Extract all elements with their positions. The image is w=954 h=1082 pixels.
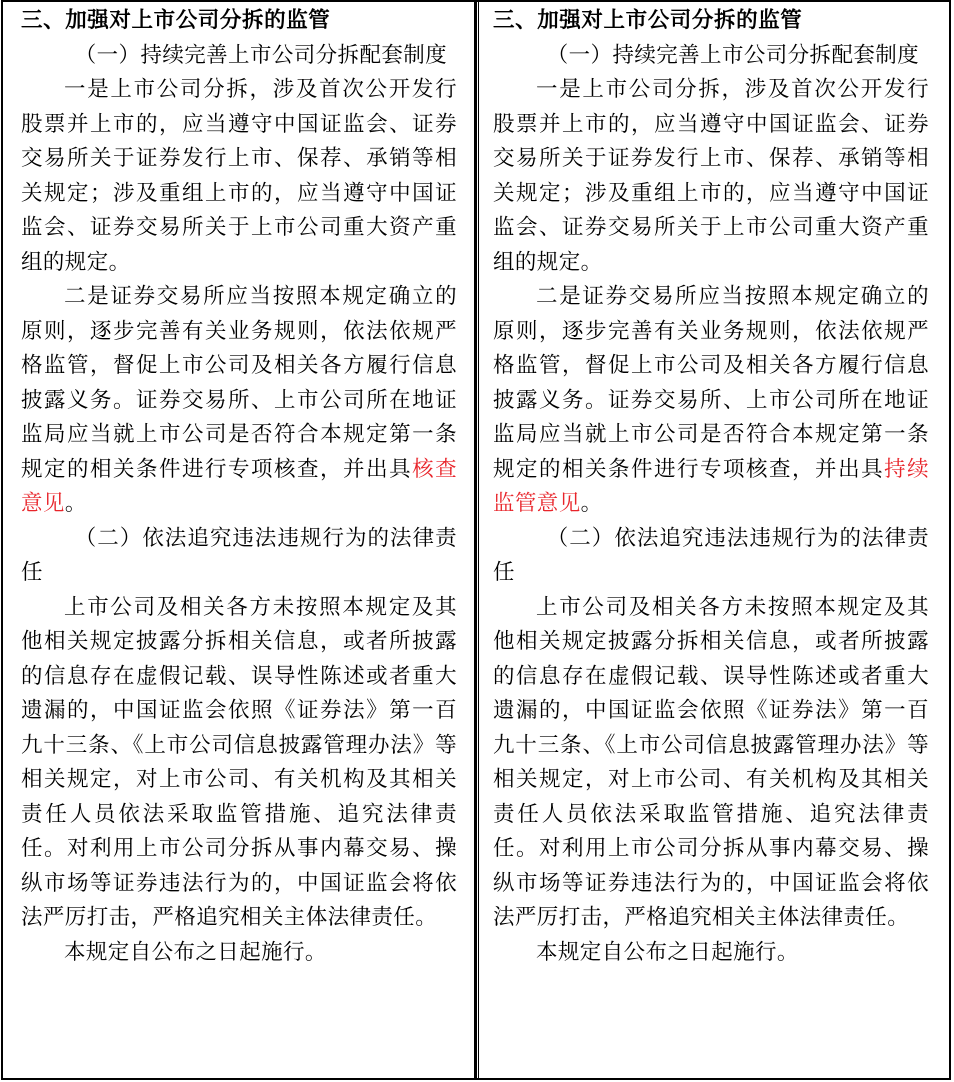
paragraph-3: 上市公司及相关各方未按照本规定及其他相关规定披露分拆相关信息，或者所披露的信息存在虚假记载、误导性陈述或者重大遗漏的，中国证监会依照《证券法》第一百九十三条、《上市公司信息披露管理办法》等相关规定，对上市公司、有关机构及其相关责任人员依法采取监管措施、追究法律责任。对利用上市公司分拆从事内幕交易、操纵市场等证券违法行为的，中国证监会将依法严厉打击，严格追究相关主体法律责任。 [21, 594, 457, 930]
paragraph-4: 本规定自公布之日起施行。 [64, 939, 327, 965]
original-text-column [3, 2, 475, 1078]
changed-text-highlight: 持续监管意见 [493, 456, 929, 516]
section-heading: 三、加强对上市公司分拆的监管 [21, 8, 331, 33]
revised-text-content [493, 2, 929, 970]
paragraph-1: 一是上市公司分拆，涉及首次公开发行股票并上市的，应当遵守中国证监会、证券交易所关于证券发行上市、保荐、承销等相关规定；涉及重组上市的，应当遵守中国证监会、证券交易所关于上市公司重大资产重组的规定。 [493, 77, 929, 275]
revised-text-column [478, 2, 949, 1078]
subsection-heading-1: （一）持续完善上市公司分拆配套制度 [74, 42, 448, 68]
subsection-heading-2: （二）依法追究违法违规行为的法律责任 [493, 525, 929, 585]
paragraph-1: 一是上市公司分拆，涉及首次公开发行股票并上市的，应当遵守中国证监会、证券交易所关于证券发行上市、保荐、承销等相关规定；涉及重组上市的，应当遵守中国证监会、证券交易所关于上市公司重大资产重组的规定。 [21, 77, 457, 275]
comparison-table [1, 0, 951, 1080]
subsection-heading-2: （二）依法追究违法违规行为的法律责任 [21, 525, 457, 585]
paragraph-2-end: 。 [64, 491, 87, 516]
paragraph-2 [493, 280, 929, 522]
paragraph-2-text: 二是证券交易所应当按照本规定确立的原则，逐步完善有关业务规则，依法依规严格监管，督促上市公司及相关各方履行信息披露义务。证券交易所、上市公司所在地证监局应当就上市公司是否符合本规定第一条规定的相关条件进行专项核查，并出具 [21, 284, 457, 482]
changed-text-highlight: 核查意见 [21, 456, 457, 516]
paragraph-3: 上市公司及相关各方未按照本规定及其他相关规定披露分拆相关信息，或者所披露的信息存在虚假记载、误导性陈述或者重大遗漏的，中国证监会依照《证券法》第一百九十三条、《上市公司信息披露管理办法》等相关规定，对上市公司、有关机构及其相关责任人员依法采取监管措施、追究法律责任。对利用上市公司分拆从事内幕交易、操纵市场等证券违法行为的，中国证监会将依法严厉打击，严格追究相关主体法律责任。 [493, 594, 929, 930]
subsection-heading-1: （一）持续完善上市公司分拆配套制度 [546, 42, 920, 68]
paragraph-4: 本规定自公布之日起施行。 [536, 939, 799, 965]
paragraph-2-end: 。 [580, 491, 603, 516]
paragraph-2 [21, 280, 457, 522]
section-heading: 三、加强对上市公司分拆的监管 [493, 8, 803, 33]
original-text-content [21, 2, 457, 970]
paragraph-2-text: 二是证券交易所应当按照本规定确立的原则，逐步完善有关业务规则，依法依规严格监管，督促上市公司及相关各方履行信息披露义务。证券交易所、上市公司所在地证监局应当就上市公司是否符合本规定第一条规定的相关条件进行专项核查，并出具 [493, 284, 929, 482]
